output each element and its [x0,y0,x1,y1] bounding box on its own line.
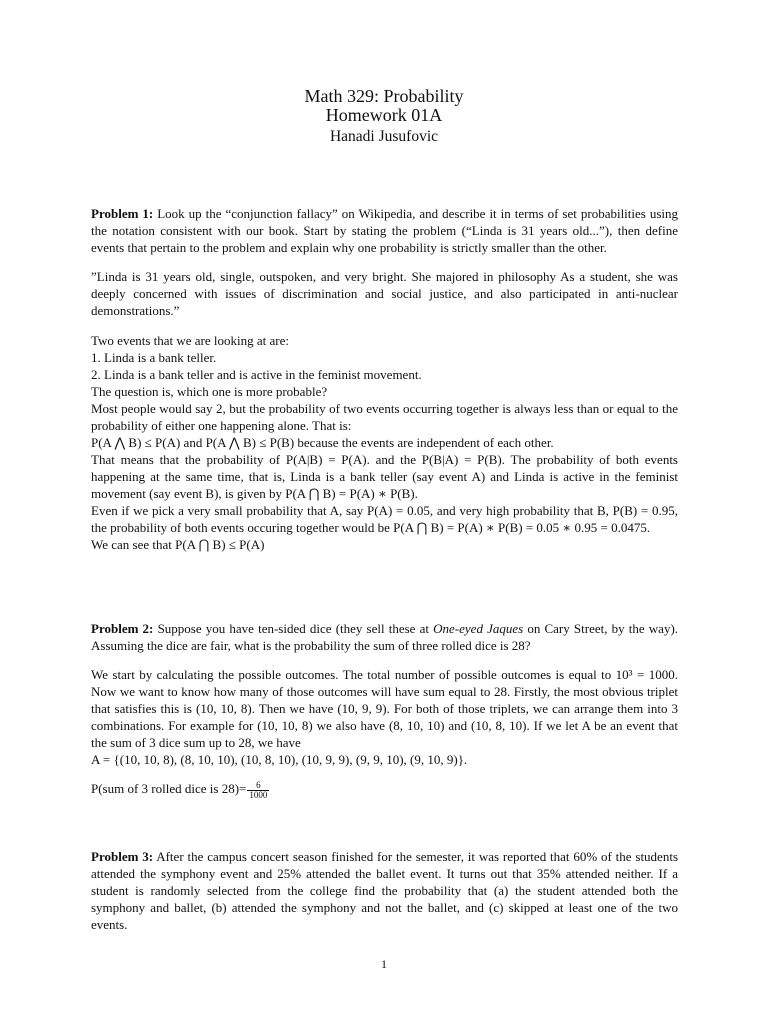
problem-1-text: Look up the “conjunction fallacy” on Wikipedia, and describe it in terms of set probabilities using the notation consistent with our book. Start by stating the problem (“Linda is 31 years old...”), then define events that pertain to the problem and explain why one probability is strictly smaller than the other. [91,206,679,255]
store-name: One-eyed Jaques [433,621,524,636]
answer-line: That means that the probability of P(A|B) = P(A). and the P(B|A) = P(B). The probability of both events happening at the same time, that is, Linda is a bank teller (say event A) and Linda is active in the feminist movement (say event B), is given by P(A ⋂ B) = P(A) ∗ P(B). [91,452,678,501]
problem-1-answer [91,332,678,553]
problem-2-result [91,780,678,800]
problem-2-answer [91,666,678,768]
event-set: A = {(10, 10, 8), (8, 10, 10), (10, 8, 10), (10, 9, 9), (9, 9, 10), (9, 10, 9)}. [91,752,468,767]
answer-line: The question is, which one is more probable? [91,384,328,399]
problem-1-statement [91,205,678,256]
linda-quote: ”Linda is 31 years old, single, outspoken, and very bright. She majored in philosophy As a student, she was deeply concerned with issues of discrimination and social justice, and also participated in anti-nuclear demonstrations.” [91,269,678,318]
page-number: 1 [381,957,387,971]
fraction-denominator: 1000 [249,789,268,800]
problem-3-statement [91,848,678,933]
answer-line: 2. Linda is a bank teller and is active in the feminist movement. [91,367,422,382]
course-title: Math 329: Probability [304,86,464,106]
fraction-numerator: 6 [247,781,269,791]
author-name: Hanadi Jusufovic [329,128,439,145]
problem-1-quote [91,268,678,319]
problem-2-text-post: on Cary Street, by the way). Assuming the dice are fair, what is the probability the sum of three rolled dice is 28? [91,621,679,653]
problem-2-answer-text: We start by calculating the possible outcomes. The total number of possible outcomes is equal to 10³ = 1000. Now we want to know how many of those outcomes will have sum equal to 28. Firstly, the most obvious triplet that satisfies this is (10, 10, 8). Then we have (10, 9, 9). For both of those triplets, we can arrange them into 3 combinations. For example for (10, 10, 8) we also have (8, 10, 10) and (10, 8, 10). If we let A be an event that the sum of 3 dice sum up to 28, we have [91,667,678,750]
homework-title: Homework 01A [325,105,443,125]
problem-3-label: Problem 3: [91,849,154,864]
problem-2-text-pre: Suppose you have ten-sided dice (they sell these at [157,621,429,636]
answer-line: We can see that P(A ⋂ B) ≤ P(A) [91,537,265,552]
answer-line: Most people would say 2, but the probability of two events occurring together is always less than or equal to the probability of either one happening alone. That is: [91,401,678,433]
problem-2-statement [91,620,678,654]
result-text: P(sum of 3 rolled dice is 28)= [91,781,247,796]
result-fraction [247,781,269,800]
problem-2-label: Problem 2: [91,621,154,636]
answer-line: Even if we pick a very small probability that A, say P(A) = 0.05, and very high probability that B, P(B) = 0.95, the probability of both events occuring together would be P(A ⋂ B) = P(A) ∗ P(B) = 0.05 ∗ 0.95 = 0.0475. [91,503,678,535]
answer-line: Two events that we are looking at are: [91,333,289,348]
problem-1-label: Problem 1: [91,206,154,221]
problem-3-text: After the campus concert season finished for the semester, it was reported that 60% of the students attended the symphony event and 25% attended the ballet event. It turns out that 35% attended neither. If a student is randomly selected from the college find the probability that (a) the student attended both the symphony and ballet, (b) attended the symphony and not the ballet, and (c) skipped at least one of the two events. [91,849,678,932]
answer-line: 1. Linda is a bank teller. [91,350,217,365]
answer-line: P(A ⋀ B) ≤ P(A) and P(A ⋀ B) ≤ P(B) because the events are independent of each other. [91,435,554,450]
